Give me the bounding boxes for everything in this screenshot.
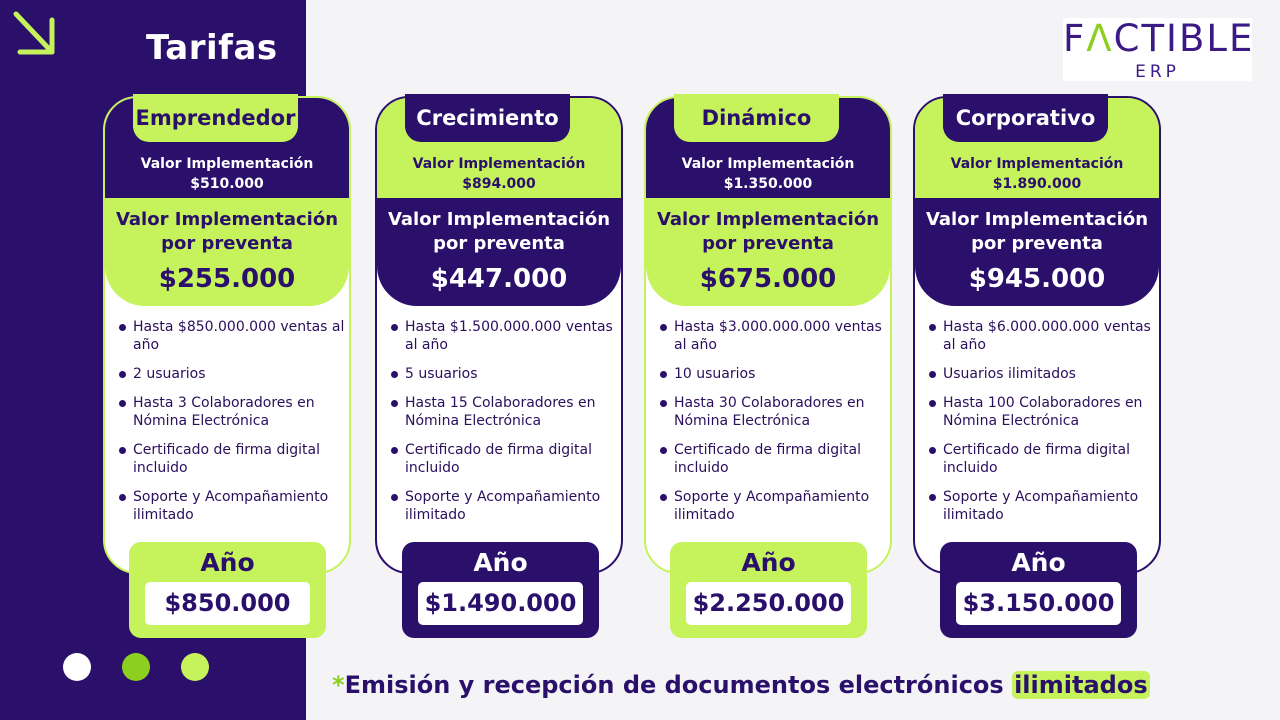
feature-item: Certificado de firma digital incluido: [119, 441, 345, 477]
feature-item: Hasta $6.000.000.000 ventas al año: [929, 318, 1155, 354]
bullet-icon: [929, 400, 936, 407]
year-price: $2.250.000: [686, 582, 851, 625]
bullet-icon: [119, 371, 126, 378]
presale-panel: [915, 198, 1159, 306]
plan-card-crecimiento: [375, 96, 623, 574]
bullet-icon: [391, 371, 398, 378]
feature-item: 5 usuarios: [391, 365, 617, 383]
bullet-icon: [929, 371, 936, 378]
implementation-value: $1.350.000: [723, 176, 813, 192]
plan-name-emprendedor: Emprendedor: [133, 94, 298, 142]
plan-card-emprendedor: [103, 96, 351, 574]
feature-item: Soporte y Acompañamiento ilimitado: [929, 488, 1155, 524]
bullet-icon: [660, 400, 667, 407]
year-label: Año: [1011, 548, 1066, 577]
feature-item: Hasta $1.500.000.000 ventas al año: [391, 318, 617, 354]
year-price: $1.490.000: [418, 582, 583, 625]
presale-price: $255.000: [158, 264, 296, 294]
implementation-value: $894.000: [462, 176, 536, 192]
bullet-icon: [119, 494, 126, 501]
year-price: $3.150.000: [956, 582, 1121, 625]
bullet-icon: [391, 447, 398, 454]
decor-dot-green: [122, 653, 150, 681]
presale-label: Valor Implementación por preventa: [115, 209, 339, 254]
presale-label: Valor Implementación por preventa: [387, 209, 611, 254]
annual-price-box: [940, 542, 1137, 638]
feature-item: 10 usuarios: [660, 365, 886, 383]
year-price: $850.000: [145, 582, 310, 625]
implementation-label: Valor Implementación: [681, 156, 855, 172]
presale-panel: [646, 198, 890, 306]
plan-card-corporativo: [913, 96, 1161, 574]
footer-asterisk: *: [332, 671, 345, 699]
bullet-icon: [660, 324, 667, 331]
bullet-icon: [119, 447, 126, 454]
feature-item: 2 usuarios: [119, 365, 345, 383]
feature-item: Soporte y Acompañamiento ilimitado: [660, 488, 886, 524]
year-label: Año: [200, 548, 255, 577]
year-label: Año: [741, 548, 796, 577]
footer-note: [332, 666, 1150, 704]
feature-item: Hasta 15 Colaboradores en Nómina Electrónica: [391, 394, 617, 430]
bullet-icon: [660, 371, 667, 378]
feature-item: Soporte y Acompañamiento ilimitado: [119, 488, 345, 524]
footer-text: Emisión y recepción de documentos electrónicos: [344, 671, 1013, 699]
logo-wordmark: FΛCTIBLE: [1063, 17, 1255, 60]
presale-price: $675.000: [699, 264, 837, 294]
bullet-icon: [660, 494, 667, 501]
feature-list: [391, 318, 617, 535]
plan-card-dinamico: [644, 96, 892, 574]
bullet-icon: [391, 494, 398, 501]
feature-item: Hasta 30 Colaboradores en Nómina Electrónica: [660, 394, 886, 430]
implementation-label: Valor Implementación: [140, 156, 314, 172]
implementation-value: $510.000: [190, 176, 264, 192]
bullet-icon: [929, 494, 936, 501]
feature-item: Hasta 100 Colaboradores en Nómina Electrónica: [929, 394, 1155, 430]
implementation-value: $1.890.000: [992, 176, 1082, 192]
decor-dot-lime: [181, 653, 209, 681]
feature-item: Hasta $850.000.000 ventas al año: [119, 318, 345, 354]
presale-price: $945.000: [968, 264, 1106, 294]
decor-dot-white: [63, 653, 91, 681]
presale-panel: [105, 198, 349, 306]
plan-name-crecimiento: Crecimiento: [405, 94, 570, 142]
implementation-label: Valor Implementación: [950, 156, 1124, 172]
feature-item: Hasta $3.000.000.000 ventas al año: [660, 318, 886, 354]
plan-name-dinamico: Dinámico: [674, 94, 839, 142]
annual-price-box: [670, 542, 867, 638]
factible-erp-logo: [1063, 17, 1255, 82]
logo-subtitle: ERP: [1135, 62, 1180, 82]
feature-list: [929, 318, 1155, 535]
bullet-icon: [660, 447, 667, 454]
feature-item: Certificado de firma digital incluido: [660, 441, 886, 477]
feature-list: [660, 318, 886, 535]
plan-name-corporativo: Corporativo: [943, 94, 1108, 142]
bullet-icon: [119, 400, 126, 407]
bullet-icon: [391, 324, 398, 331]
feature-list: [119, 318, 345, 535]
feature-item: Certificado de firma digital incluido: [929, 441, 1155, 477]
feature-item: Soporte y Acompañamiento ilimitado: [391, 488, 617, 524]
bullet-icon: [929, 447, 936, 454]
presale-label: Valor Implementación por preventa: [656, 209, 880, 254]
feature-item: Hasta 3 Colaboradores en Nómina Electrónica: [119, 394, 345, 430]
presale-panel: [377, 198, 621, 306]
annual-price-box: [129, 542, 326, 638]
year-label: Año: [473, 548, 528, 577]
bullet-icon: [391, 400, 398, 407]
arrow-down-right-icon: [8, 6, 60, 62]
page-title: Tarifas: [146, 28, 278, 68]
annual-price-box: [402, 542, 599, 638]
footer-highlight: ilimitados: [1014, 671, 1148, 699]
bullet-icon: [119, 324, 126, 331]
bullet-icon: [929, 324, 936, 331]
feature-item: Certificado de firma digital incluido: [391, 441, 617, 477]
presale-price: $447.000: [430, 264, 568, 294]
presale-label: Valor Implementación por preventa: [925, 209, 1149, 254]
implementation-label: Valor Implementación: [412, 156, 586, 172]
feature-item: Usuarios ilimitados: [929, 365, 1155, 383]
